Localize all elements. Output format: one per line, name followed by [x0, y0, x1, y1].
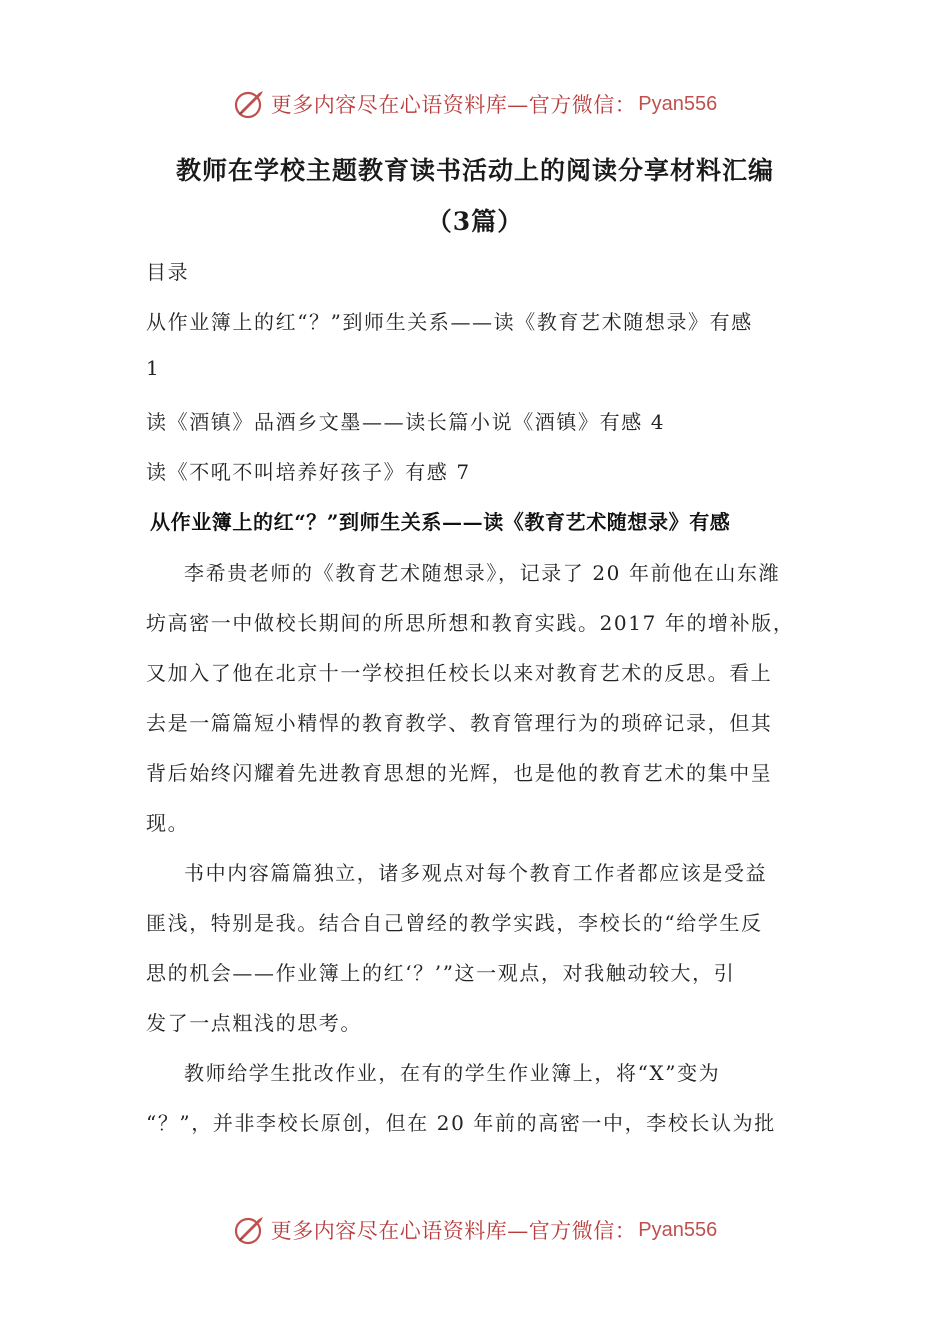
body-line: 现。	[146, 811, 190, 835]
header-banner	[0, 82, 950, 126]
body-line: 李希贵老师的《教育艺术随想录》，记录了 20 年前他在山东潍	[184, 561, 781, 585]
toc-entry-2[interactable]: 读《酒镇》品酒乡文墨——读长篇小说《酒镇》有感 4	[146, 410, 666, 434]
body-line: 思的机会——作业簿上的红‘？’”这一观点，对我触动较大，引	[146, 961, 736, 985]
body-line: 坊高密一中做校长期间的所思所想和教育实践。2017 年的增补版，	[146, 611, 795, 635]
body-line: “？”，并非李校长原创，但在 20 年前的高密一中，李校长认为批	[146, 1111, 776, 1135]
banner-text: 更多内容尽在心语资料库—官方微信：	[270, 1219, 637, 1243]
banner-wechat-handle: Pyan556	[638, 1218, 718, 1241]
toc-entry-1-page[interactable]: 1	[146, 356, 161, 380]
document-title-count: （3篇）	[426, 207, 524, 236]
body-line: 去是一篇篇短小精悍的教育教学、教育管理行为的琐碎记录，但其	[146, 711, 773, 735]
body-line: 书中内容篇篇独立，诸多观点对每个教育工作者都应该是受益	[184, 861, 768, 885]
toc-entry-3[interactable]: 读《不吼不叫培养好孩子》有感 7	[146, 460, 471, 484]
body-line: 背后始终闪耀着先进教育思想的光辉，也是他的教育艺术的集中呈	[146, 761, 773, 785]
body-line: 发了一点粗浅的思考。	[146, 1011, 362, 1035]
pen-nib-logo-icon	[233, 87, 267, 121]
document-title: 教师在学校主题教育读书活动上的阅读分享材料汇编	[175, 156, 774, 185]
banner-text: 更多内容尽在心语资料库—官方微信：	[270, 93, 637, 117]
toc-heading: 目录	[146, 260, 190, 284]
body-line: 匪浅，特别是我。结合自己曾经的教学实践，李校长的“给学生反	[146, 911, 763, 935]
toc-entry-1[interactable]: 从作业簿上的红“？”到师生关系——读《教育艺术随想录》有感	[146, 310, 753, 334]
section-heading: 从作业簿上的红“？”到师生关系——读《教育艺术随想录》有感	[150, 510, 731, 534]
pen-nib-logo-icon	[233, 1213, 267, 1247]
body-line: 又加入了他在北京十一学校担任校长以来对教育艺术的反思。看上	[146, 661, 773, 685]
banner-wechat-handle: Pyan556	[638, 92, 718, 115]
footer-banner	[0, 1208, 950, 1252]
body-line: 教师给学生批改作业，在有的学生作业簿上，将“X”变为	[184, 1061, 721, 1085]
